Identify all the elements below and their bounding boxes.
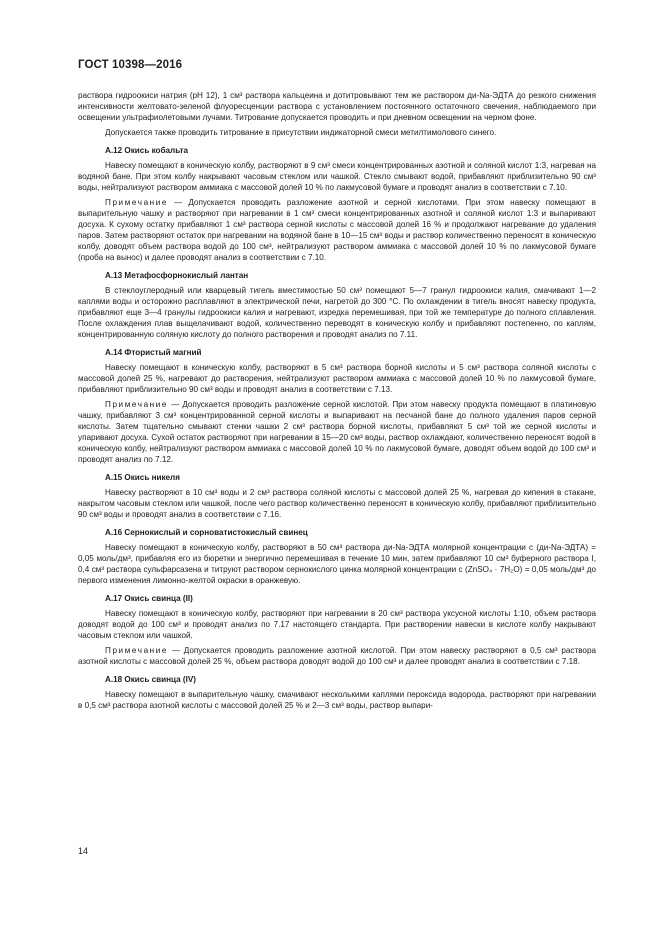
note-paragraph: [78, 197, 596, 263]
document-header: ГОСТ 10398—2016: [78, 59, 183, 71]
paragraph: В стеклоуглеродный или кварцевый тигель вместимостью 50 см³ помещают 5—7 гранул гидроокиси калия, смачивают 1—2 каплями воды и осторожно расплавляют в электрической печи, нагретой до 300 °С. По охлаждении в тигель вносят навеску продукта, прибавляют еще 3—4 гранулы гидроокиси калия и нагревают, изредка перемешивая, при той же температуре до полного сплавления. После охлаждения плав выщелачивают водой, количественно переводят в коническую колбу и прибавляют постепенно, по каплям, концентрированную соляную кислоту до полного растворения и проводят анализ по 7.11.: [78, 286, 596, 339]
note-text: — Допускается проводить разложение азотной и серной кислотами. При этом навеску помещают в выпарительную чашку и растворяют при нагревании в 1 см³ смеси концентрированных азотной и соляной кислот 1:3 и выпаривают досуха. К сухому остатку прибавляют 1 см³ раствора серной кислоты с массовой долей 16 % и продолжают нагревание до удаления паров. Затем растворяют остаток при нагревании на водяной бане в 10—15 см³ воды и раствор количественно переносят в коническую колбу, доводят объем раствора водой до 100 см³, нейтрализуют раствором аммиака с массовой долей 10 % по лакмусовой бумаге (проба на вынос) и далее проводят анализ в соответствии с 7.10.: [78, 198, 596, 262]
note-text: — Допускается проводить разложение азотной кислотой. При этом навеску растворяют в 0,5 см³ раствора азотной кислоты с массовой долей 25 %, объем раствора доводят водой до 100 см³ и далее проводят анализ в соответствии с 7.18.: [78, 646, 596, 666]
section-heading: А.18 Окись свинца (IV): [105, 675, 196, 684]
page-number: 14: [78, 846, 89, 856]
section-heading: А.16 Сернокислый и сорноватистокислый свинец: [105, 528, 308, 537]
paragraph: раствора гидроокиси натрия (рН 12), 1 см³ раствора кальцеина и дотитровывают тем же раствором ди-Na-ЭДТА до резкого снижения интенсивности желтовато-зеленой флуоресценции раствора с установлением постоянного остаточного свечения, наблюдаемого при освещении ультрафиолетовыми лучами. Титрование допускается проводить и при дневном освещении на черном фоне.: [78, 91, 596, 122]
paragraph: Навеску помещают в выпарительную чашку, смачивают несколькими каплями пероксида водорода, растворяют при нагревании в 0,5 см³ раствора азотной кислоты с массовой долей 25 % и 2—3 см³ воды, раствор выпари-: [78, 690, 596, 710]
section-heading: А.17 Окись свинца (II): [105, 594, 193, 603]
paragraph: Навеску растворяют в 10 см³ воды и 2 см³ раствора соляной кислоты с массовой долей 25 %, нагревая до кипения в стакане, накрытом часовым стеклом или чашкой, после чего раствор количественно переносят в коническую колбу, прибавляют приблизительно 90 см³ воды и проводят анализ в соответствии с 7.16.: [78, 488, 596, 519]
note-label: Примечание: [105, 400, 169, 409]
paragraph: Навеску помещают в коническую колбу, растворяют в 50 см³ раствора ди-Na-ЭДТА молярной концентрации с (ди-Na-ЭДТА) = 0,05 моль/дм³, прибавляя его из бюретки и энергично перемешивая в течение 10 мин, затем прибавляют 10 см³ буферного раствора I, 0,4 см³ раствора сульфарсазена и титруют раствором сернокислого цинка молярной концентрации с (ZnSO₄ · 7H₂O) = 0,05 моль/дм³ до первого изменения лимонно-желтой окраски в оранжевую.: [78, 543, 596, 585]
paragraph: Допускается также проводить титрование в присутствии индикаторной смеси метилтимолового синего.: [105, 128, 497, 137]
section-heading: А.14 Фтористый магний: [105, 348, 202, 357]
section-heading: А.13 Метафосфорнокислый лантан: [105, 271, 249, 280]
note-label: Примечание: [105, 646, 169, 655]
section-heading: А.15 Окись никеля: [105, 473, 180, 482]
note-label: Примечание: [105, 198, 169, 207]
paragraph: Навеску помещают в коническую колбу, растворяют в 9 см³ смеси концентрированных азотной и соляной кислот 1:3, нагревая на водяной бане. При этом колбу накрывают часовым стеклом или чашкой. Стекло смывают водой, прибавляют приблизительно 90 см³ воды, нейтрализуют раствором аммиака с массовой долей 10 % по лакмусовой бумаге и проводят анализ в соответствии с 7.10.: [78, 161, 596, 192]
paragraph: Навеску помещают в коническую колбу, растворяют при нагревании в 20 см³ раствора уксусной кислоты 1:10, объем раствора доводят водой до 100 см³ и проводят анализ по 7.17 настоящего стандарта. При растворении навески в кислоте колбу накрывают часовым стеклом или чашкой.: [78, 609, 596, 640]
note-paragraph: [78, 399, 596, 465]
note-paragraph: [78, 645, 596, 667]
note-text: — Допускается проводить разложение серной кислотой. При этом навеску продукта помещают в платиновую чашку, прибавляют 3 см³ концентрированной серной кислоты и выпаривают на песчаной бане до полного удаления паров серной кислоты. Затем тщательно смывают стенки чашки 2 см³ раствора борной кислоты, прибавляют 5 см³ той же серной кислоты и упаривают досуха. Сухой остаток растворяют при нагревании в 15—20 см³ воды, раствор охлаждают, количественно переносят водой в коническую колбу, нейтрализуют раствором аммиака с массовой долей 10 % по лакмусовой бумаге, доводят объем водой до 100 см³ и проводят анализ по 7.12.: [78, 400, 596, 464]
paragraph: Навеску помещают в коническую колбу, растворяют в 5 см³ раствора борной кислоты и 5 см³ раствора соляной кислоты с массовой долей 25 %, нагревают до растворения, нейтрализуют раствором аммиака с массовой долей 10 % по лакмусовой бумаге, прибавляют приблизительно 90 см³ воды и проводят анализ в соответствии с 7.13.: [78, 363, 596, 394]
section-heading: А.12 Окись кобальта: [105, 146, 188, 155]
document-body: [78, 90, 596, 711]
